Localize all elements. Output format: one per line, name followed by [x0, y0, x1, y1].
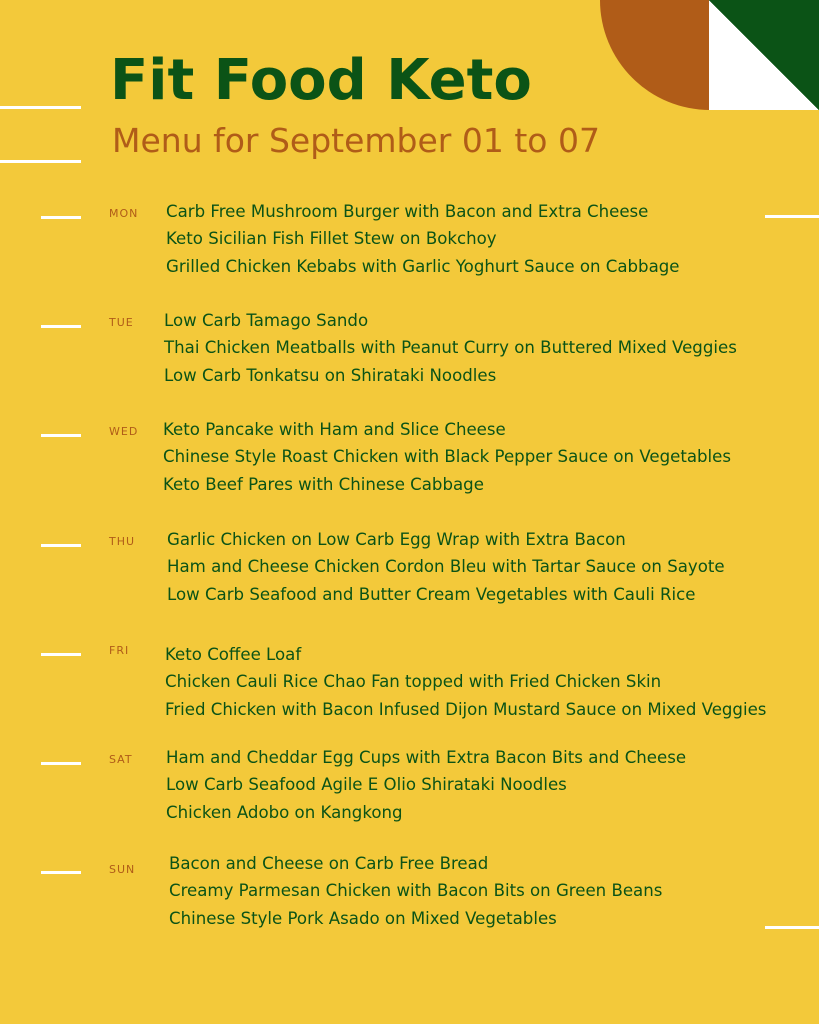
decorative-dash [765, 926, 819, 929]
meal-item: Ham and Cheese Chicken Cordon Bleu with Tartar Sauce on Sayote [167, 557, 725, 577]
meal-item: Low Carb Seafood Agile E Olio Shirataki Noodles [166, 775, 567, 795]
page-title: Fit Food Keto [110, 48, 532, 113]
meal-item: Grilled Chicken Kebabs with Garlic Yoghurt Sauce on Cabbage [166, 256, 680, 276]
day-label: WED [109, 425, 139, 438]
meal-item: Low Carb Tonkatsu on Shirataki Noodles [164, 365, 497, 385]
meal-list [166, 747, 686, 829]
meal-item: Thai Chicken Meatballs with Peanut Curry on Buttered Mixed Veggies [164, 338, 737, 358]
meal-list [163, 419, 731, 501]
meal-item: Chicken Adobo on Kangkong [166, 802, 403, 822]
meal-list [167, 529, 725, 611]
decorative-dash [41, 216, 81, 219]
decorative-dash [0, 106, 81, 109]
meal-item: Keto Beef Pares with Chinese Cabbage [163, 474, 484, 494]
decorative-dash [41, 434, 81, 437]
day-label: SAT [109, 753, 133, 766]
meal-list [166, 201, 680, 283]
meal-list [165, 644, 766, 726]
day-label: TUE [109, 316, 134, 329]
page-subtitle: Menu for September 01 to 07 [112, 121, 600, 160]
day-label: MON [109, 207, 139, 220]
decorative-dash [41, 871, 81, 874]
day-label: THU [109, 535, 136, 548]
meal-item: Chicken Cauli Rice Chao Fan topped with Fried Chicken Skin [165, 672, 662, 692]
decorative-dash [41, 544, 81, 547]
meal-item: Keto Sicilian Fish Fillet Stew on Bokchoy [166, 229, 497, 249]
meal-item: Ham and Cheddar Egg Cups with Extra Bacon Bits and Cheese [166, 748, 687, 767]
meal-item: Chinese Style Pork Asado on Mixed Vegetables [169, 908, 557, 928]
meal-item: Garlic Chicken on Low Carb Egg Wrap with Extra Bacon [167, 530, 626, 549]
meal-item: Carb Free Mushroom Burger with Bacon and Extra Cheese [166, 202, 649, 221]
meal-item: Keto Pancake with Ham and Slice Cheese [163, 420, 506, 439]
meal-item: Chinese Style Roast Chicken with Black Pepper Sauce on Vegetables [163, 447, 732, 467]
meal-item: Keto Coffee Loaf [165, 645, 302, 664]
meal-list [164, 310, 737, 392]
day-label: SUN [109, 863, 136, 876]
meal-item: Low Carb Seafood and Butter Cream Vegetables with Cauli Rice [167, 584, 696, 604]
day-label: FRI [109, 644, 130, 657]
meal-list [169, 853, 662, 935]
decorative-dash [0, 160, 81, 163]
decorative-dash [41, 653, 81, 656]
decorative-triangle-square [709, 0, 819, 110]
decorative-dash [41, 762, 81, 765]
meal-item: Low Carb Tamago Sando [164, 311, 369, 330]
meal-item: Bacon and Cheese on Carb Free Bread [169, 854, 489, 873]
decorative-dash [765, 215, 819, 218]
meal-item: Creamy Parmesan Chicken with Bacon Bits on Green Beans [169, 881, 663, 901]
meal-item: Fried Chicken with Bacon Infused Dijon Mustard Sauce on Mixed Veggies [165, 699, 767, 719]
decorative-dash [41, 325, 81, 328]
